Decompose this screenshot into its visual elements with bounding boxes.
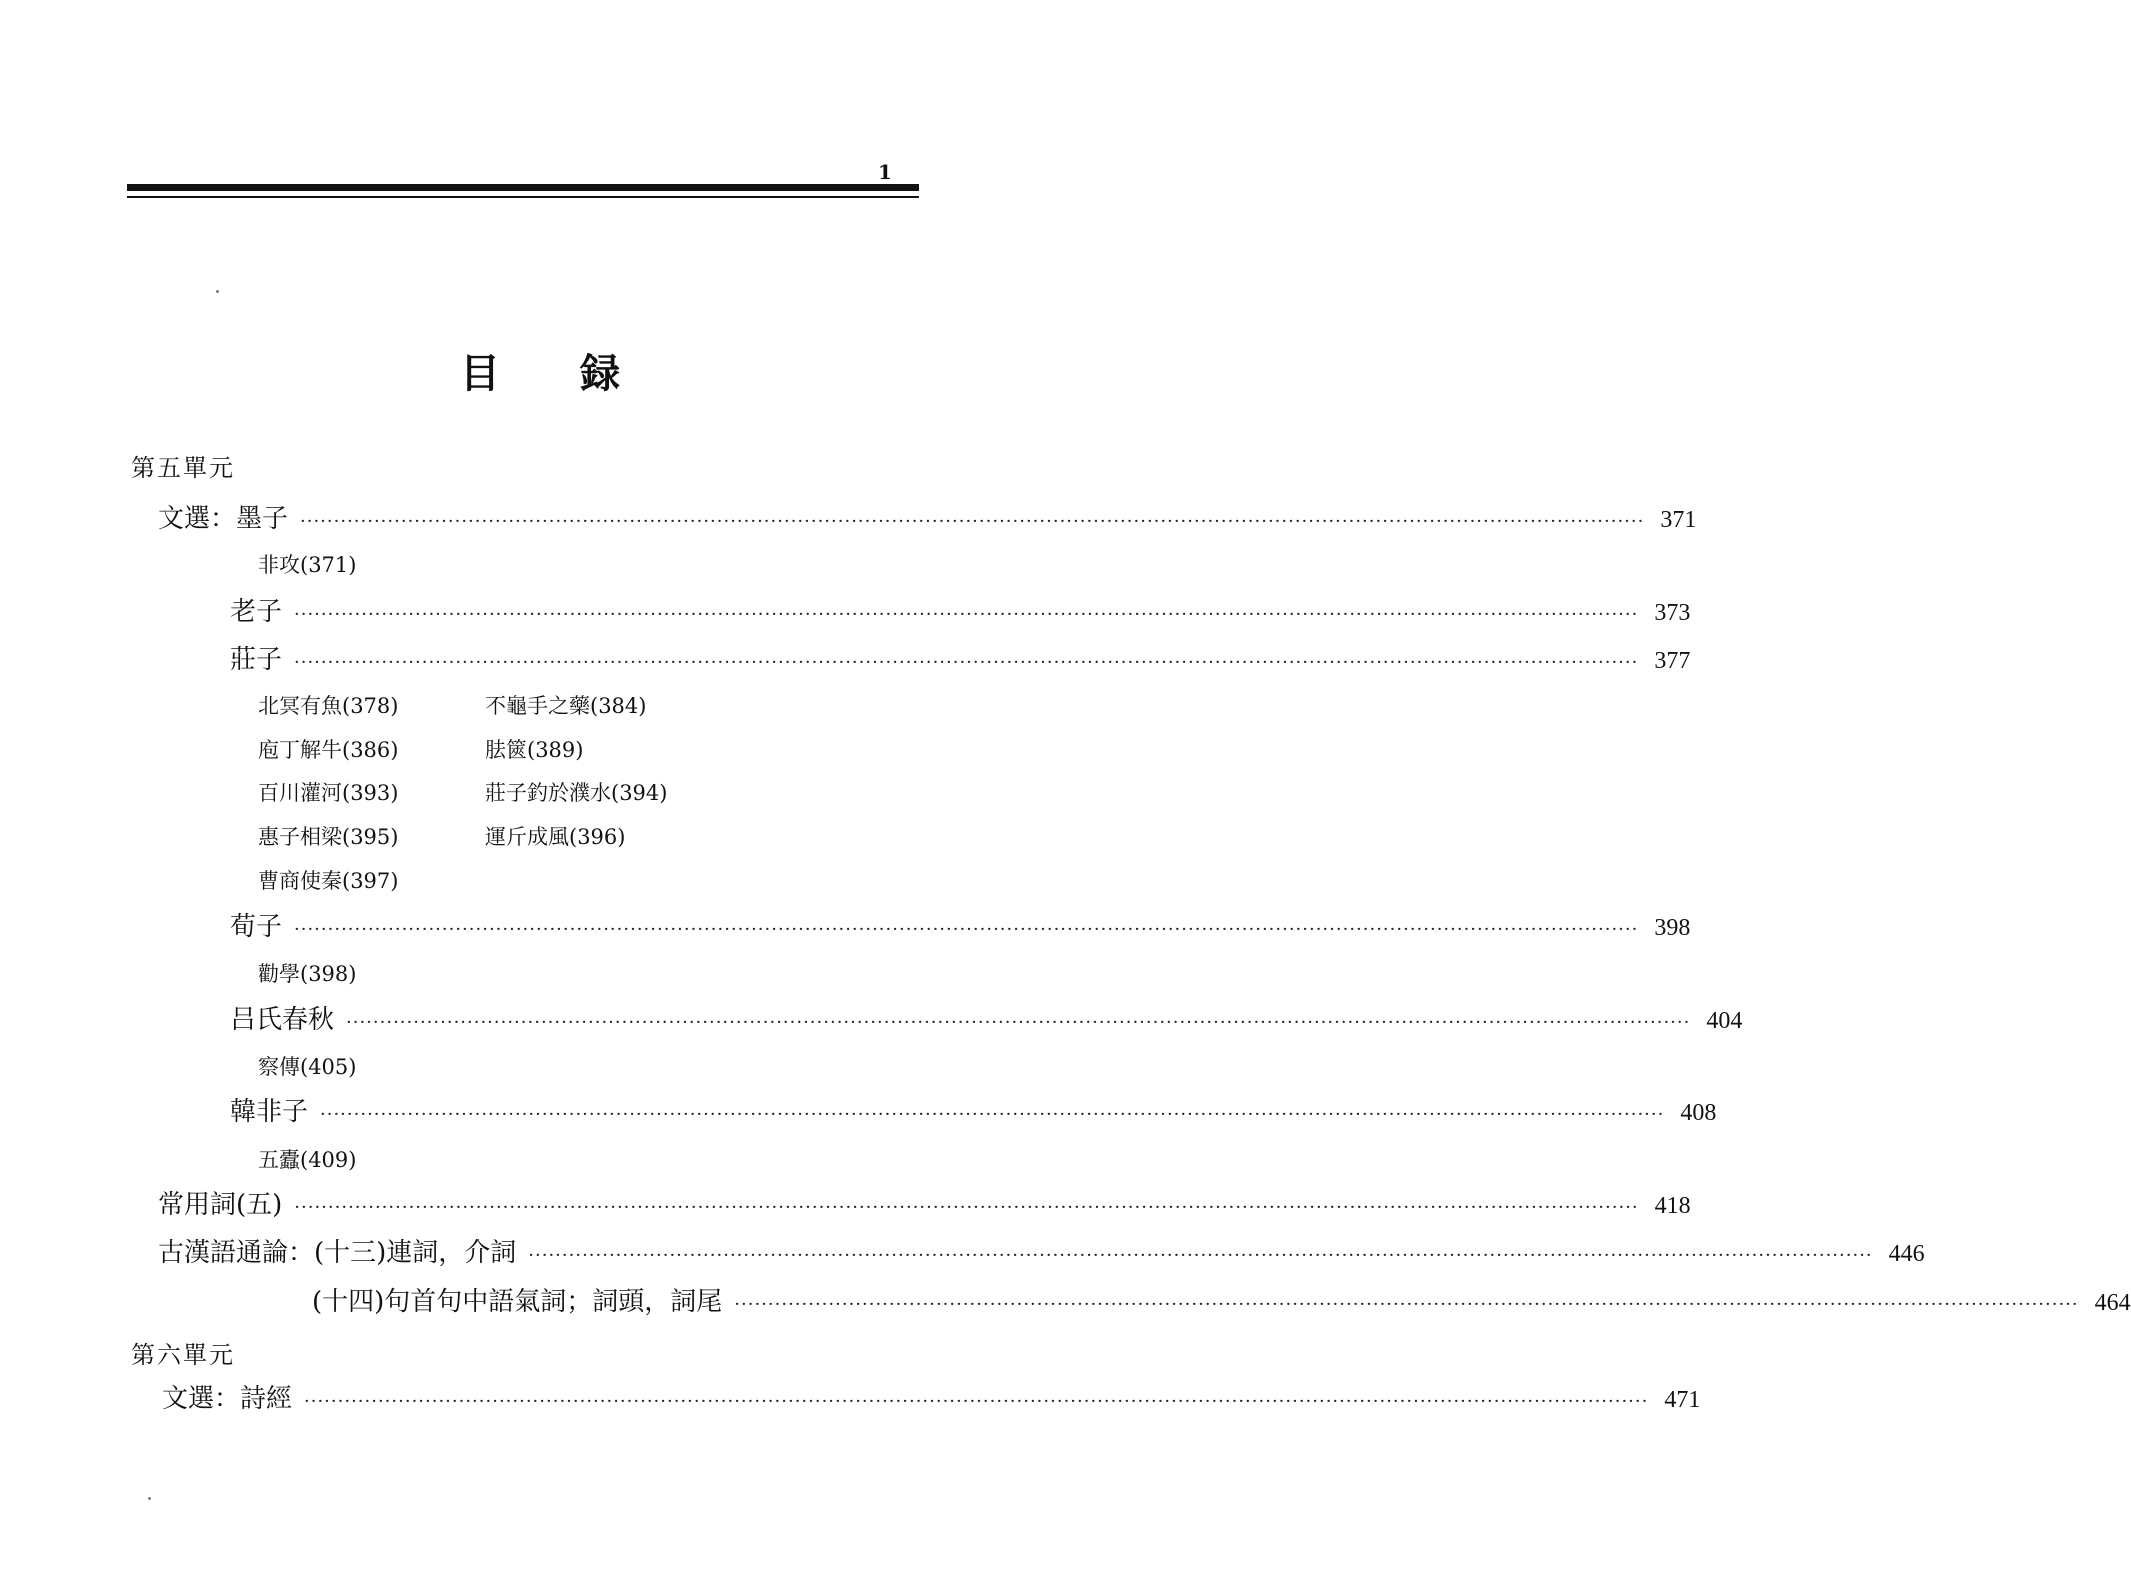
toc-entry-label: (十四)句首句中語氣詞；詞頭，詞尾 [312,1287,723,1317]
sub-entry-zhuangzi-7[interactable]: 惠子相梁(395) [258,825,399,849]
toc-entry-page: 471 [1664,1387,1701,1413]
toc-entry-page: 377 [1654,648,1691,674]
page-number: 1 [878,160,892,184]
scan-speck [216,290,219,293]
toc-entry-tonglun-14[interactable] [312,1285,2131,1322]
toc-entry-label: 韓非子 [230,1097,309,1127]
toc-entry-label: 文選：詩經 [162,1384,293,1414]
sub-entry-zhuangzi-1[interactable]: 北冥有魚(378) [258,694,399,718]
sub-entry-wudu[interactable]: 五蠹(409) [258,1148,357,1172]
toc-entry-changyongci[interactable] [158,1188,1691,1225]
sub-entry-quanxue[interactable]: 勸學(398) [258,962,357,986]
leader-dots: ········································································································································································································ [294,652,1639,673]
leader-dots: ········································································································································································································ [294,1197,1639,1218]
sub-entry-zhuangzi-3[interactable]: 庖丁解牛(386) [258,738,399,762]
sub-entry-zhuangzi-5[interactable]: 百川灌河(393) [258,781,399,805]
toc-entry-page: 404 [1706,1008,1743,1034]
leader-dots: ········································································································································································································ [300,511,1645,532]
toc-entry-page: 464 [2094,1290,2131,1316]
toc-entry-mozi[interactable] [158,502,1697,539]
toc-entry-xunzi[interactable] [230,910,1691,947]
toc-entry-page: 446 [1888,1241,1925,1267]
toc-entry-label: 莊子 [230,645,283,675]
title-char-1: 目 [460,350,500,397]
toc-entry-page: 398 [1654,915,1691,941]
title-char-2: 録 [580,350,620,397]
toc-entry-label: 吕氏春秋 [230,1005,335,1035]
toc-entry-zhuangzi[interactable] [230,643,1691,680]
toc-entry-label: 常用詞(五) [158,1190,283,1220]
toc-entry-tonglun-13[interactable] [158,1236,1925,1273]
sub-entry-feigong[interactable]: 非攻(371) [258,553,357,577]
leader-dots: ········································································································································································································ [528,1245,1873,1266]
toc-entry-page: 418 [1654,1193,1691,1219]
toc-entry-label: 古漢語通論：(十三)連詞，介詞 [158,1238,517,1268]
leader-dots: ········································································································································································································ [734,1294,2079,1315]
toc-entry-shijing[interactable] [162,1382,1701,1419]
sub-entry-zhuangzi-6[interactable]: 莊子釣於濮水(394) [485,781,668,805]
toc-entry-hanfeizi[interactable] [230,1095,1717,1132]
toc-entry-laozi[interactable] [230,595,1691,632]
leader-dots: ········································································································································································································ [346,1012,1691,1033]
toc-entry-page: 373 [1654,600,1691,626]
sub-entry-zhuangzi-2[interactable]: 不龜手之藥(384) [485,694,647,718]
toc-entry-label: 老子 [230,597,283,627]
leader-dots: ········································································································································································································ [294,919,1639,940]
sub-entry-zhuangzi-9[interactable]: 曹商使秦(397) [258,869,399,893]
leader-dots: ········································································································································································································ [320,1104,1665,1125]
sub-entry-chazhuan[interactable]: 察傳(405) [258,1055,357,1079]
scan-speck [148,1497,151,1500]
leader-dots: ········································································································································································································ [294,604,1639,625]
toc-entry-label: 文選：墨子 [158,504,289,534]
sub-entry-zhuangzi-8[interactable]: 運斤成風(396) [485,825,626,849]
toc-entry-lushichunqiu[interactable] [230,1003,1743,1040]
toc-entry-label: 荀子 [230,912,283,942]
sub-entry-zhuangzi-4[interactable]: 胠篋(389) [485,738,584,762]
unit-heading-6: 第六單元 [131,1341,235,1369]
toc-entry-page: 371 [1660,507,1697,533]
toc-entry-page: 408 [1680,1100,1717,1126]
leader-dots: ········································································································································································································ [304,1391,1649,1412]
unit-heading-5: 第五單元 [131,454,235,482]
